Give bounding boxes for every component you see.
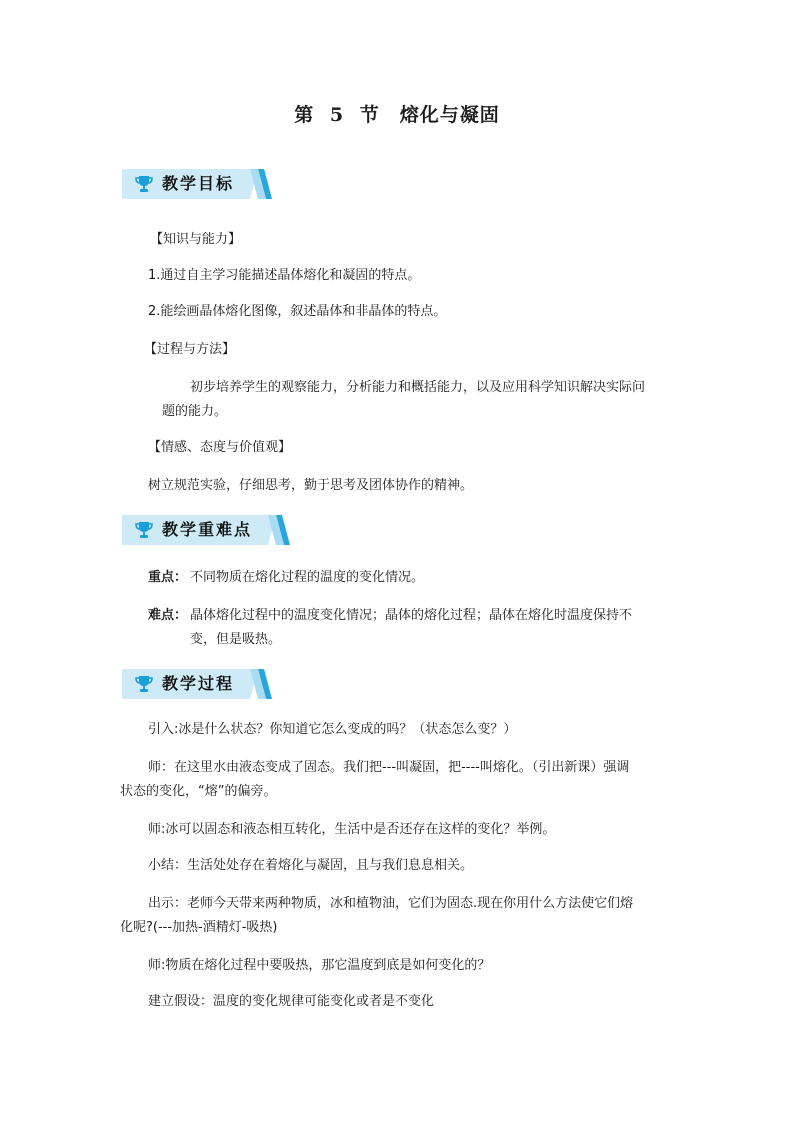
process-paragraph-2-line-2: 状态的变化，“熔”的偏旁。 xyxy=(120,784,277,799)
section-heading: 教学重难点 xyxy=(162,520,253,539)
process-paragraph-5-line-1: 出示：老师今天带来两种物质，冰和植物油，它们为固态.现在你用什么方法使它们熔 xyxy=(148,896,634,911)
section-banner-process xyxy=(122,669,272,699)
process-paragraph-6: 师:物质在熔化过程中要吸热，那它温度到底是如何变化的？ xyxy=(148,958,491,973)
process-paragraph-5-line-2: 化呢?(---加热-酒精灯-吸热) xyxy=(120,920,278,935)
trophy-icon xyxy=(134,175,154,193)
section-banner-key-points xyxy=(122,515,290,545)
process-paragraph-2-line-1: 师：在这里水由液态变成了固态。我们把---叫凝固，把----叫熔化。（引出新课）强调 xyxy=(148,760,630,775)
section-banner-objectives xyxy=(122,169,272,199)
process-paragraph-3: 师:冰可以固态和液态相互转化，生活中是否还存在这样的变化？举例。 xyxy=(148,822,556,837)
process-paragraph-7: 建立假设：温度的变化规律可能变化或者是不变化 xyxy=(148,994,435,1009)
emotion-header: 【情感、态度与价值观】 xyxy=(148,440,292,455)
emotion-text: 树立规范实验，仔细思考，勤于思考及团体协作的精神。 xyxy=(148,478,474,493)
process-header: 【过程与方法】 xyxy=(144,342,236,357)
difficult-point-line-2: 变，但是吸热。 xyxy=(190,632,282,647)
difficult-point-line-1: 晶体熔化过程中的温度变化情况；晶体的熔化过程；晶体在熔化时温度保持不 xyxy=(190,608,633,623)
knowledge-header: 【知识与能力】 xyxy=(150,232,242,247)
process-paragraph-4: 小结：生活处处存在着熔化与凝固，且与我们息息相关。 xyxy=(148,858,474,873)
knowledge-item-1: 1.通过自主学习能描述晶体熔化和凝固的特点。 xyxy=(148,268,421,283)
section-heading: 教学过程 xyxy=(162,674,235,693)
difficult-point-label: 难点： xyxy=(148,608,188,623)
trophy-icon xyxy=(134,521,154,539)
knowledge-item-2: 2.能绘画晶体熔化图像，叙述晶体和非晶体的特点。 xyxy=(148,304,447,319)
process-text-line-2: 题的能力。 xyxy=(162,404,228,419)
page-title: 第 5 节 熔化与凝固 xyxy=(294,104,500,126)
trophy-icon xyxy=(134,675,154,693)
section-heading: 教学目标 xyxy=(162,174,235,193)
key-point-label: 重点： xyxy=(148,570,188,585)
key-point-text: 不同物质在熔化过程的温度的变化情况。 xyxy=(190,570,425,585)
process-text-line-1: 初步培养学生的观察能力，分析能力和概括能力，以及应用科学知识解决实际问 xyxy=(190,380,646,395)
process-paragraph-1: 引入:冰是什么状态？你知道它怎么变成的吗？（状态怎么变？） xyxy=(148,722,517,737)
